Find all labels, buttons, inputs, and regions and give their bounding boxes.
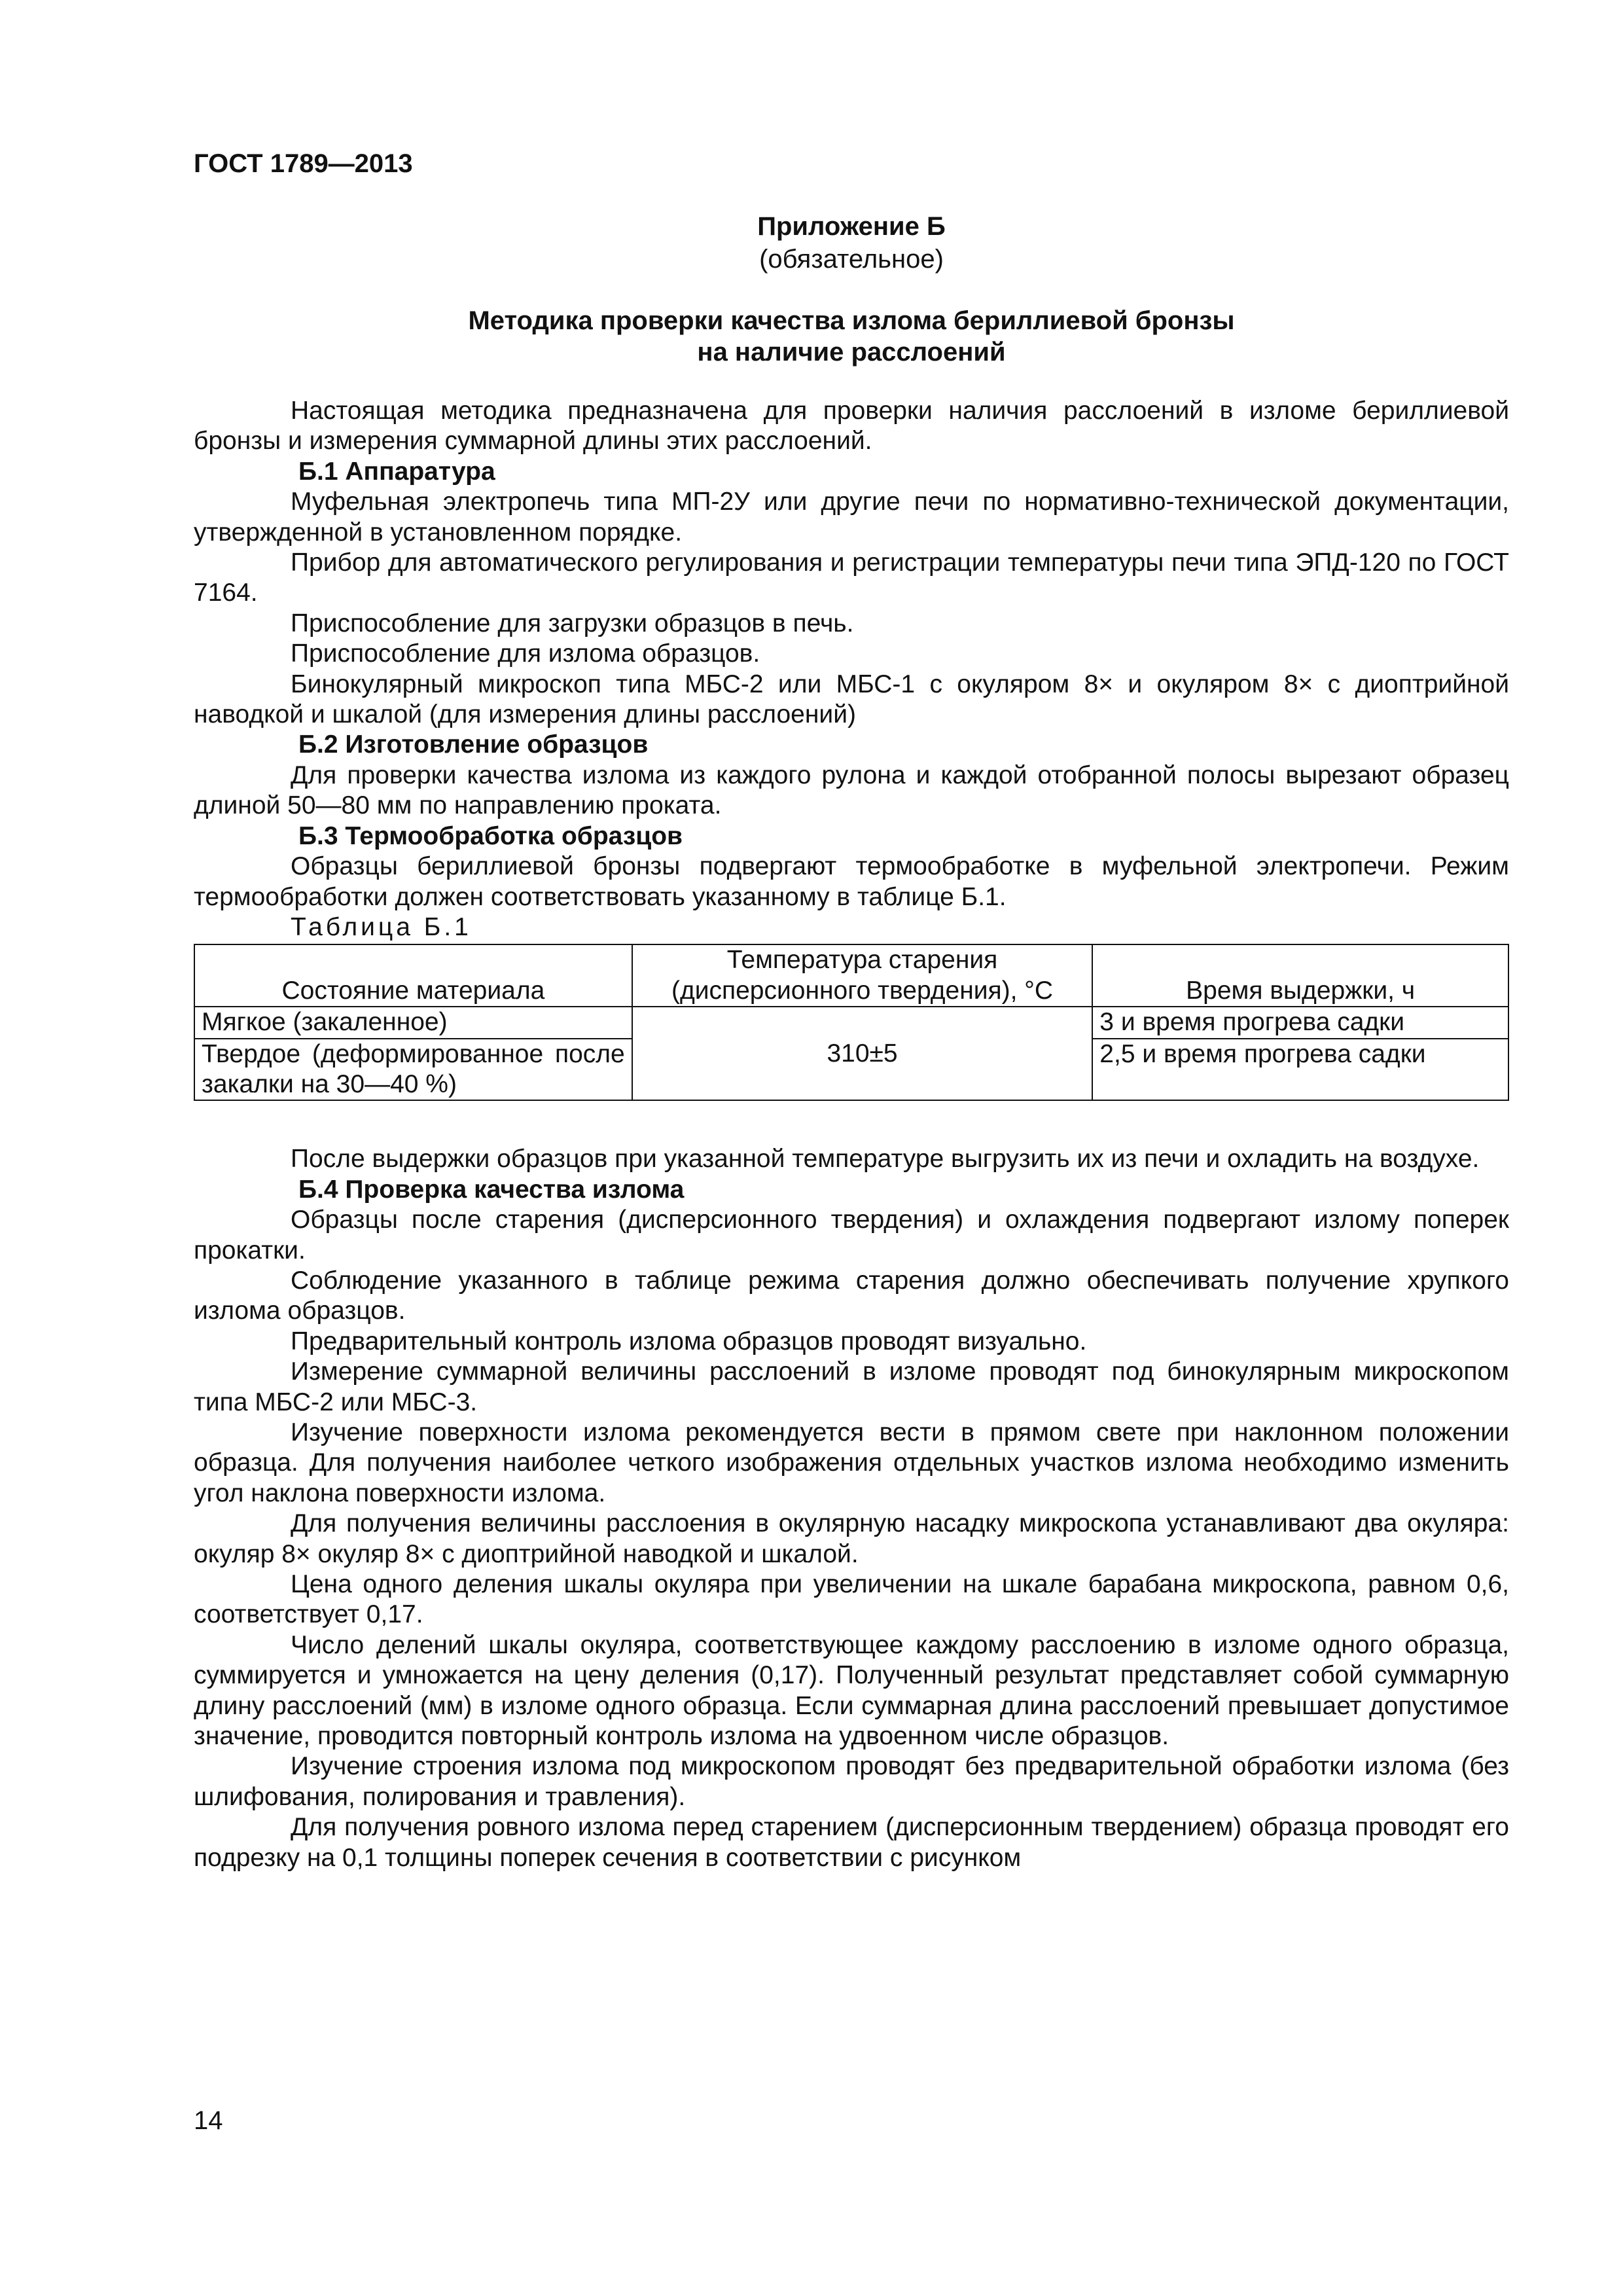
section-b3-paragraph: Образцы бериллиевой бронзы подвергают термообработке в муфельной электропечи. Режим термообработки должен соответствовать указанному в таблице Б.1. bbox=[194, 852, 1509, 911]
section-b1-paragraph: Прибор для автоматического регулирования и регистрации температуры печи типа ЭПД-120 по ГОСТ 7164. bbox=[194, 548, 1509, 607]
section-b4-paragraph: Для получения ровного излома перед старением (дисперсионным твердением) образца проводят его подрезку на 0,1 толщины поперек сечения в соответствии с рисунком bbox=[194, 1813, 1509, 1872]
appendix-status: (обязательное) bbox=[759, 245, 944, 274]
after-table-paragraph: После выдержки образцов при указанной температуре выгрузить их из печи и охладить на воздухе. bbox=[291, 1145, 1480, 1174]
section-b4-paragraph: Образцы после старения (дисперсионного твердения) и охлаждения подвергают излому поперек прокатки. bbox=[194, 1206, 1509, 1265]
section-b2-paragraph: Для проверки качества излома из каждого рулона и каждой отобранной полосы вырезают образец длиной 50—80 мм по направлению проката. bbox=[194, 761, 1509, 820]
header-aging-temperature bbox=[632, 944, 1093, 1007]
header-aging-temperature-line-1: Температура старения bbox=[726, 946, 998, 975]
section-b1-paragraph: Приспособление для излома образцов. bbox=[291, 639, 760, 668]
cell-material-state: Твердое (деформированное после закалки на 30—40 %) bbox=[194, 1039, 632, 1101]
cell-aging-temperature: 310±5 bbox=[632, 1007, 1093, 1100]
section-b4-heading: Б.4 Проверка качества излома bbox=[298, 1175, 685, 1204]
intro-paragraph: Настоящая методика предназначена для проверки наличия расслоений в изломе бериллиевой бронзы и измерения суммарной длины этих расслоений. bbox=[194, 397, 1509, 456]
document-body bbox=[194, 396, 1509, 1873]
header-aging-temperature-line-2: (дисперсионного твердения), °С bbox=[671, 976, 1054, 1005]
table-header-row bbox=[194, 944, 1508, 1007]
section-b4-paragraph: Изучение поверхности излома рекомендуется вести в прямом свете при наклонном положении образца. Для получения наиболее четкого изображения отдельных участков излома необходимо изменить угол наклона поверхности излома. bbox=[194, 1418, 1509, 1507]
section-b1-heading: Б.1 Аппаратура bbox=[298, 457, 495, 486]
cell-holding-time: 3 и время прогрева садки bbox=[1092, 1007, 1508, 1038]
section-b4-paragraph: Соблюдение указанного в таблице режима старения должно обеспечивать получение хрупкого излома образцов. bbox=[194, 1266, 1509, 1325]
header-material-state: Состояние материала bbox=[194, 944, 632, 1007]
spacer bbox=[194, 1101, 1509, 1144]
section-b3-heading: Б.3 Термообработка образцов bbox=[298, 821, 683, 850]
cell-material-state: Мягкое (закаленное) bbox=[194, 1007, 632, 1038]
method-title-line-2: на наличие расслоений bbox=[697, 338, 1006, 367]
section-b1-paragraph: Приспособление для загрузки образцов в печь. bbox=[291, 609, 854, 637]
cell-holding-time: 2,5 и время прогрева садки bbox=[1092, 1039, 1508, 1101]
method-title-line-1: Методика проверки качества излома бериллиевой бронзы bbox=[468, 306, 1235, 335]
section-b1-paragraph: Муфельная электропечь типа МП-2У или другие печи по нормативно-технической документации, утвержденной в установленном порядке. bbox=[194, 488, 1509, 547]
page-number: 14 bbox=[194, 2106, 223, 2135]
section-b4-paragraph: Предварительный контроль излома образцов проводят визуально. bbox=[291, 1327, 1087, 1355]
table-label: Таблица Б.1 bbox=[291, 912, 472, 941]
section-b1-paragraph: Бинокулярный микроскоп типа МБС-2 или МБС-1 с окуляром 8× и окуляром 8× с диоптрийной наводкой и шкалой (для измерения длины расслоений) bbox=[194, 670, 1509, 729]
header-holding-time: Время выдержки, ч bbox=[1092, 944, 1508, 1007]
section-b4-paragraph: Изучение строения излома под микроскопом проводят без предварительной обработки излома (без шлифования, полирования и травления). bbox=[194, 1752, 1509, 1811]
section-b2-heading: Б.2 Изготовление образцов bbox=[298, 730, 649, 759]
table-row bbox=[194, 1007, 1508, 1038]
section-b4-paragraph: Измерение суммарной величины расслоений в изломе проводят под бинокулярным микроскопом типа МБС-2 или МБС-3. bbox=[194, 1357, 1509, 1416]
section-b4-paragraph: Число делений шкалы окуляра, соответствующее каждому расслоению в изломе одного образца, суммируется и умножается на цену деления (0,17). Полученный результат представляет собой суммарную длину расслоений (мм) в изломе одного образца. Если суммарная длина расслоений превышает допустимое значение, проводится повторный контроль излома на удвоенном числе образцов. bbox=[194, 1630, 1509, 1751]
section-b4-paragraph: Цена одного деления шкалы окуляра при увеличении на шкале барабана микроскопа, равном 0,6, соответствует 0,17. bbox=[194, 1570, 1509, 1629]
heat-treatment-table bbox=[194, 944, 1509, 1101]
section-b4-paragraph: Для получения величины расслоения в окулярную насадку микроскопа устанавливают два окуляра: окуляр 8× окуляр 8× с диоптрийной наводкой и шкалой. bbox=[194, 1509, 1509, 1568]
appendix-title: Приложение Б bbox=[757, 212, 946, 241]
document-code: ГОСТ 1789—2013 bbox=[194, 149, 413, 178]
method-title bbox=[194, 305, 1509, 368]
